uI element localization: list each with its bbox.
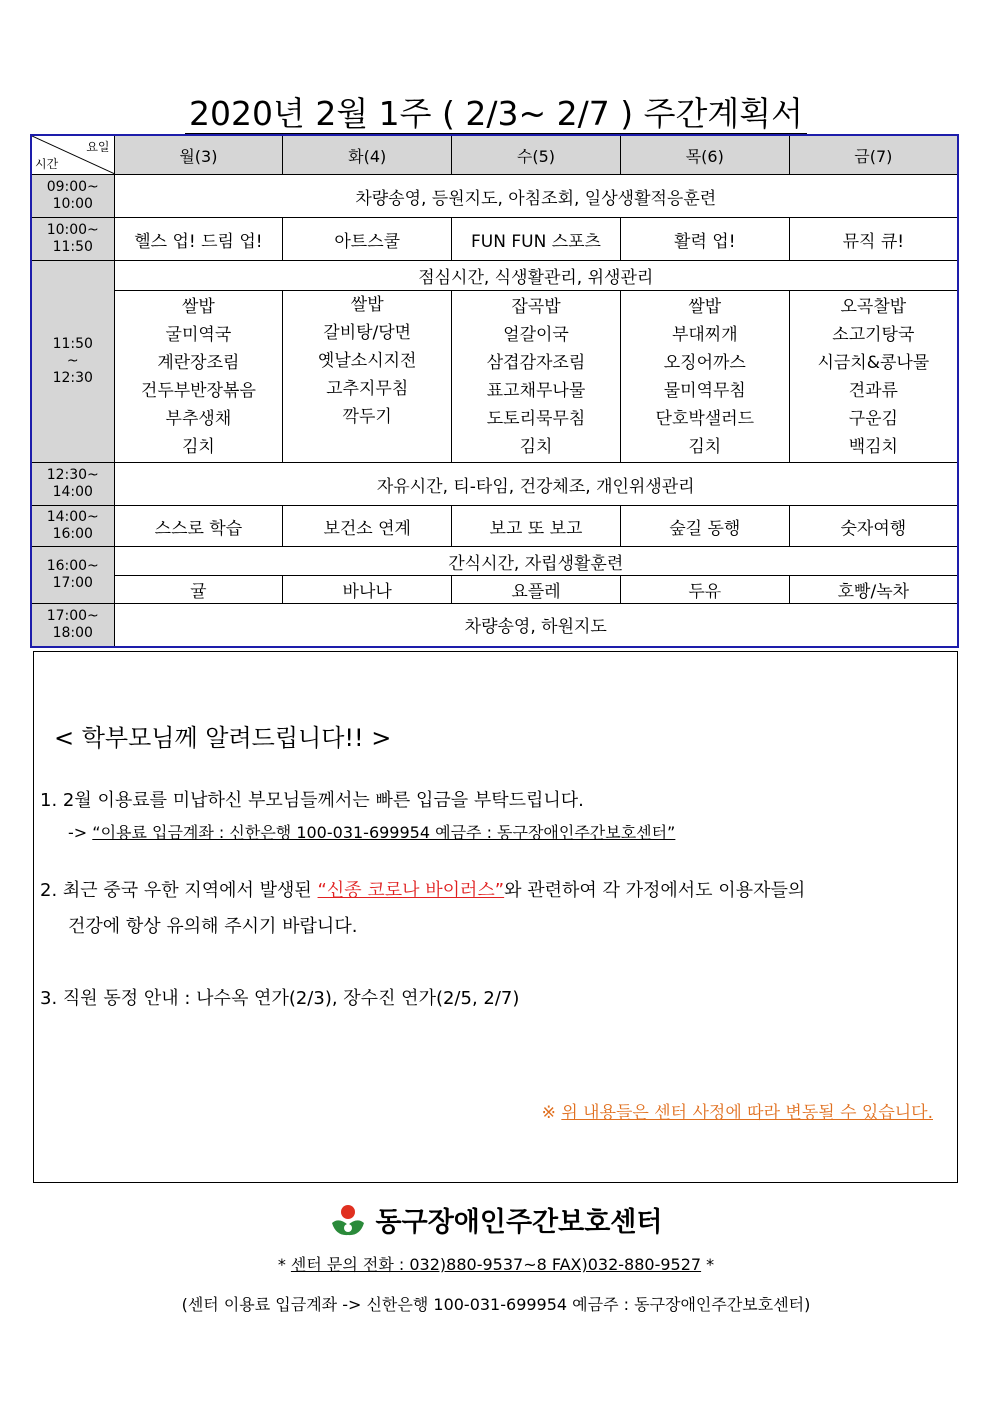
menu-item: 깍두기	[342, 407, 392, 427]
menu-item: 옛날소시지전	[317, 351, 417, 371]
menu-item: 견과류	[848, 380, 898, 401]
snack-cell: 두유	[620, 576, 789, 604]
program-cell: 활력 업!	[620, 218, 789, 261]
time-cell: 14:00~ 16:00	[31, 506, 114, 547]
menu-item: 김치	[519, 436, 553, 457]
contact-info: * 센터 문의 전화 : 032)880-9537~8 FAX)032-880-9527 *	[277, 1255, 715, 1274]
activity-cell: 차량송영, 하원지도	[114, 604, 958, 647]
menu-item: 구운김	[848, 408, 898, 429]
center-name: 동구장애인주간보호센터	[375, 1207, 663, 1238]
program-cell: 숫자여행	[789, 506, 958, 547]
notice-box	[33, 651, 958, 1183]
logo-icon	[330, 1203, 366, 1244]
menu-item: 김치	[688, 436, 722, 457]
day-header-wed: 수(5)	[452, 135, 621, 175]
snack-cell: 바나나	[283, 576, 452, 604]
time-cell: 12:30~ 14:00	[31, 463, 114, 506]
notice-item-2: 2. 최근 중국 우한 지역에서 발생된 “신종 코로나 바이러스”와 관련하여 각 가정에서도 이용자들의	[40, 880, 806, 901]
activity-cell: 점심시간, 식생활관리, 위생관리	[114, 261, 958, 291]
menu-item: 갈비탕/당면	[323, 323, 412, 343]
day-header-mon: 월(3)	[114, 135, 283, 175]
menu-cell-fri	[789, 291, 958, 463]
snack-cell: 귤	[114, 576, 283, 604]
menu-item: 단호박샐러드	[655, 408, 755, 429]
menu-item: 오징어까스	[663, 352, 746, 373]
menu-cell-wed	[452, 291, 621, 463]
menu-item: 건두부반장볶음	[140, 380, 256, 401]
time-cell-lunch	[31, 261, 114, 463]
menu-item: 시금치&콩나물	[817, 352, 930, 373]
page-title: 2020년 2월 1주 ( 2/3~ 2/7 ) 주간계획서	[0, 88, 992, 135]
day-header-thu: 목(6)	[620, 135, 789, 175]
menu-cell-tue	[283, 291, 452, 463]
menu-item: 김치	[181, 436, 215, 457]
menu-cell-thu	[620, 291, 789, 463]
program-cell: 숲길 동행	[620, 506, 789, 547]
time-cell: 10:00~ 11:50	[31, 218, 114, 261]
menu-item: 쌀밥	[350, 295, 384, 315]
program-cell: 헬스 업! 드림 업!	[114, 218, 283, 261]
menu-item: 고추지무침	[326, 379, 409, 399]
activity-cell: 자유시간, 티-타임, 건강체조, 개인위생관리	[114, 463, 958, 506]
caution-note	[542, 1098, 933, 1123]
notice-item-1: 1. 2월 이용료를 미납하신 부모님들께서는 빠른 입금을 부탁드립니다.	[40, 790, 584, 811]
menu-item: 얼갈이국	[503, 324, 569, 345]
program-cell: 보건소 연계	[283, 506, 452, 547]
bank-info: (센터 이용료 입금계좌 -> 신한은행 100-031-699954 예금주 : 동구장애인주간보호센터)	[181, 1295, 811, 1314]
notice-heading: < 학부모님께 알려드립니다!! >	[54, 724, 392, 752]
activity-cell: 차량송영, 등원지도, 아침조회, 일상생활적응훈련	[114, 175, 958, 218]
contact-text: 센터 문의 전화 : 032)880-9537~8 FAX)032-880-9527	[290, 1255, 702, 1274]
time-cell: 17:00~ 18:00	[31, 604, 114, 647]
menu-item: 백김치	[848, 436, 898, 457]
menu-item: 쌀밥	[688, 296, 722, 317]
menu-item: 표고채무나물	[486, 380, 586, 401]
program-cell: 스스로 학습	[114, 506, 283, 547]
caution-mark: ※	[541, 1103, 556, 1123]
notice-item-3: 3. 직원 동정 안내 : 나수옥 연가(2/3), 장수진 연가(2/5, 2/7)	[40, 988, 520, 1009]
program-cell: 뮤직 큐!	[789, 218, 958, 261]
weekly-plan-table	[30, 134, 959, 648]
day-header-fri: 금(7)	[789, 135, 958, 175]
menu-item: 소고기탕국	[832, 324, 915, 345]
corner-time-label: 시간	[35, 157, 59, 171]
activity-cell: 간식시간, 자립생활훈련	[114, 547, 958, 576]
menu-item: 계란장조림	[157, 352, 240, 373]
virus-highlight: “신종 코로나 바이러스”	[317, 880, 505, 901]
time-sep: ~	[66, 353, 79, 369]
program-cell: FUN FUN 스포츠	[452, 218, 621, 261]
day-header-tue: 화(4)	[283, 135, 452, 175]
menu-cell-mon	[114, 291, 283, 463]
notice-item-2-line2: 건강에 항상 유의해 주시기 바랍니다.	[68, 916, 358, 937]
caution-text: 위 내용들은 센터 사정에 따라 변동될 수 있습니다.	[561, 1103, 933, 1123]
arrow-text: ->	[68, 823, 88, 842]
menu-item: 부추생채	[165, 408, 232, 429]
menu-item: 굴미역국	[165, 324, 232, 345]
program-cell: 보고 또 보고	[452, 506, 621, 547]
corner-cell	[31, 135, 114, 175]
time-cell: 09:00~ 10:00	[31, 175, 114, 218]
time-start: 11:50	[52, 336, 93, 352]
snack-cell: 요플레	[452, 576, 621, 604]
time-cell: 16:00~ 17:00	[31, 547, 114, 604]
notice-item-1-sub	[68, 820, 675, 843]
corner-day-label: 요일	[86, 140, 110, 154]
bank-account-text: “이용료 입금계좌 : 신한은행 100-031-699954 예금주 : 동구장애인주간보호센터”	[92, 823, 676, 842]
menu-item: 잡곡밥	[511, 296, 561, 317]
snack-cell: 호빵/녹차	[789, 576, 958, 604]
program-cell: 아트스쿨	[283, 218, 452, 261]
menu-item: 부대찌개	[671, 324, 738, 345]
menu-item: 도토리묵무침	[486, 408, 586, 429]
menu-item: 삼겹감자조림	[486, 352, 586, 373]
menu-item: 물미역무침	[663, 380, 746, 401]
menu-item: 쌀밥	[181, 296, 215, 317]
menu-item: 오곡찰밥	[840, 296, 907, 317]
center-logo	[0, 1200, 992, 1244]
time-end: 12:30	[52, 370, 93, 386]
